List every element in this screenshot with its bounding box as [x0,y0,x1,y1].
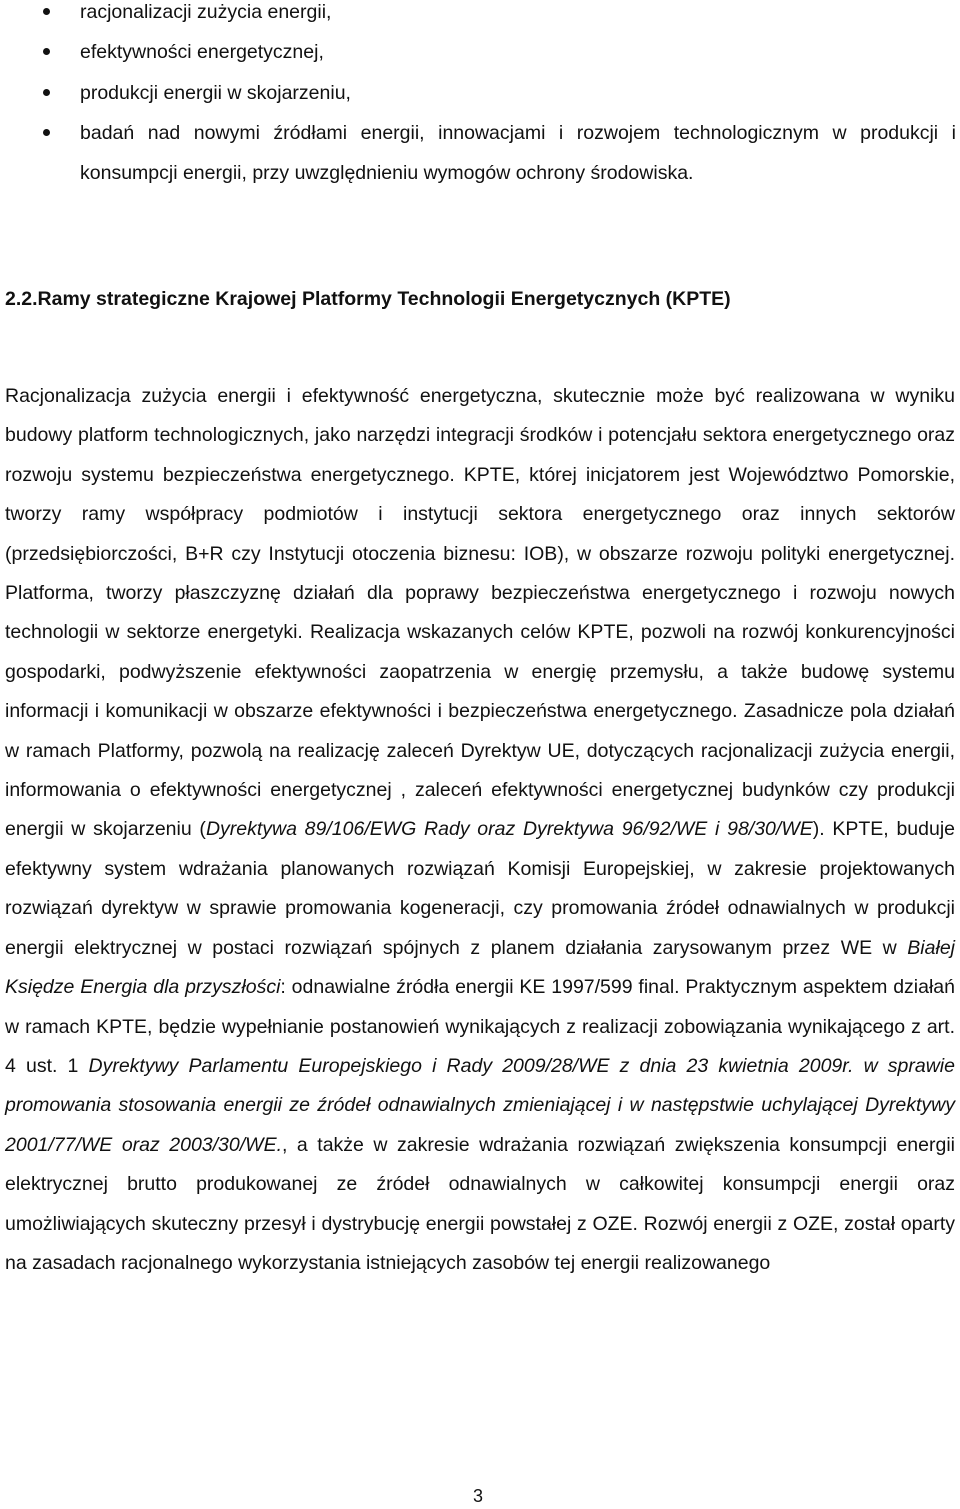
page-number: 3 [473,1486,484,1506]
bullet-item: produkcji energii w skojarzeniu, [80,73,956,113]
bullet-item: racjonalizacji zużycia energii, [80,0,956,32]
body-text-segment: : odnawialne źródła energii KE 1997/599 final. Praktycznym aspektem działań w ramach KPTE, będzie wypełnianie postanowień wynikających z realizacji zobowiązania wynikającego z art. 4 ust. 1 [5,976,955,1077]
body-text-segment: ). KPTE, buduje efektywny system wdrażania planowanych rozwiązań Komisji Europejskiej, w zakresie projektowanych rozwiązań dyrektyw w sprawie promowania kogeneracji, czy promowania źródeł odnawialnych w produkcji energii elektrycznej w postaci rozwiązań spójnych z planem działania zarysowanym przez WE w [5,818,956,959]
bullet-item: badań nad nowymi źródłami energii, innowacjami i rozwojem technologicznym w produkcji i konsumpcji energii, przy uwzględnieniu wymogów ochrony środowiska. [80,113,956,193]
directive-citation: Dyrektywy Parlamentu Europejskiego i Rady 2009/28/WE z dnia 23 kwietnia 2009r. w sprawie promowania stosowania energii ze źródeł odnawialnych zmieniającej i w następstwie uchylającej Dyrektywy 2001/77/WE oraz 2003/30/WE. [5,1054,955,1156]
body-paragraph [5,377,955,1283]
body-text-segment: Racjonalizacja zużycia energii i efektywność energetyczna, skutecznie może być realizowana w wyniku budowy platform technologicznych, jako narzędzi integracji środków i potencjału sektora energetycznego oraz rozwoju systemu bezpieczeństwa energetycznego. KPTE, której inicjatorem jest Województwo Pomorskie, tworzy ramy współpracy podmiotów i instytucji sektora energetycznego oraz innych sektorów (przedsiębiorczości, B+R czy Instytucji otoczenia biznesu: IOB), w obszarze rozwoju polityki energetycznej. Platforma, tworzy płaszczyznę działań dla poprawy bezpieczeństwa energetycznego i rozwoju nowych technologii w sektorze energetyki. Realizacja wskazanych celów KPTE, pozwoli na rozwój konkurencyjności gospodarki, podwyższenie efektywności zaopatrzenia w energię przemysłu, a także budowę systemu informacji i komunikacji w obszarze efektywności i bezpieczeństwa energetycznego. Zasadnicze pola działań w ramach Platformy, pozwolą na realizację zaleceń Dyrektyw UE, dotyczących racjonalizacji zużycia energii, informowania o efektywności energetycznej , zaleceń efektywności energetycznej budynków czy produkcji energii w skojarzeniu ( [5,385,955,841]
bullet-item: efektywności energetycznej, [80,32,956,72]
body-text-segment: , a także w zakresie wdrażania rozwiązań zwiększenia konsumpcji energii elektrycznej brutto produkowanej ze źródeł odnawialnych w całkowitej konsumpcji energii oraz umożliwiających skuteczny przesył i dystrybucję energii powstałej z OZE. Rozwój energii z OZE, został oparty na zasadach racjonalnego wykorzystania istniejących zasobów tej energii realizowanego [5,1133,955,1274]
white-paper-citation: Białej Księdze Energia dla przyszłości [5,936,955,999]
directive-citation: Dyrektywa 89/106/EWG Rady oraz Dyrektywa 96/92/WE i 98/30/WE [205,818,813,841]
section-heading: 2.2.Ramy strategiczne Krajowej Platformy Technologii Energetycznych (KPTE) [5,288,731,310]
